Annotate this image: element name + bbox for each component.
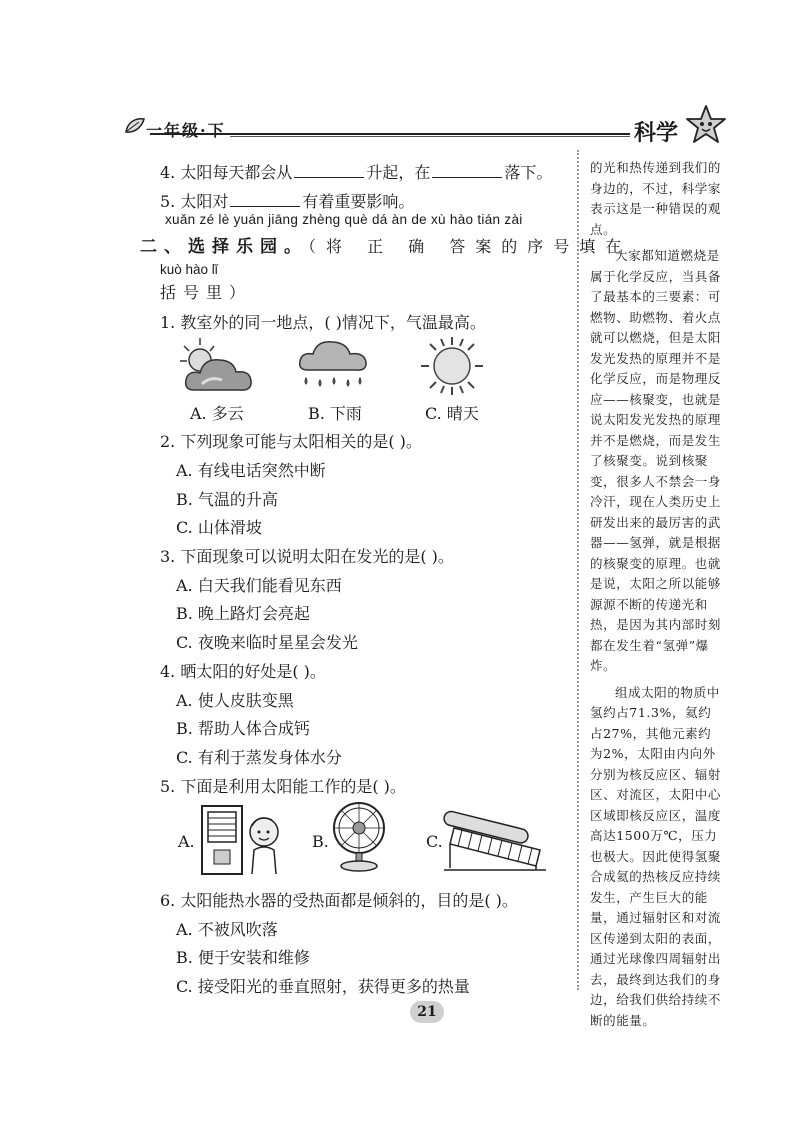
star-mascot-icon bbox=[684, 104, 728, 150]
question-2: 2. 下列现象可能与太阳相关的是( )。 bbox=[160, 432, 422, 451]
q5-option-a[interactable]: A. bbox=[178, 832, 195, 851]
q3-option-a[interactable]: A. 白天我们能看见东西 bbox=[176, 576, 342, 595]
leaf-icon bbox=[124, 116, 146, 140]
answer-blank[interactable] bbox=[432, 163, 502, 178]
sidebar-paragraph-3: 组成太阳的物质中氢约占71.3%，氦约占27%，其他元素约为2%，太阳由内向外分别为核反应区、辐射区、对流区，太阳中心区域即核反应区，温度高达1500万℃，压力也极大。因此使得氢聚合成氦的热核反应持续发生，产生巨大的能量，通过辐射区和对流区传递到太阳的表面，通过光球像四周辐射出去，最终到达我们的身边，给我们供给持续不断的能量。 bbox=[590, 684, 722, 1028]
section-instruction-end: 括号里） bbox=[160, 283, 253, 302]
column-divider bbox=[577, 150, 579, 990]
q6-option-b[interactable]: B. 便于安装和维修 bbox=[176, 948, 310, 967]
answer-blank[interactable] bbox=[230, 192, 300, 207]
electric-fan-icon bbox=[328, 800, 390, 876]
q5-option-b[interactable]: B. bbox=[312, 832, 329, 851]
question-4: 4. 晒太阳的好处是( )。 bbox=[160, 662, 326, 681]
sunny-icon bbox=[419, 335, 485, 401]
q1-option-b[interactable]: B. 下雨 bbox=[308, 404, 362, 423]
q3-option-b[interactable]: B. 晚上路灯会亮起 bbox=[176, 604, 310, 623]
sidebar-paragraph-1: 的光和热传递到我们的身边的，不过，科学家表示这是一种错误的观点。 bbox=[590, 160, 722, 237]
subject-label: 科学 bbox=[634, 120, 679, 146]
header-rule-thin bbox=[230, 136, 630, 137]
q5-option-c[interactable]: C. bbox=[426, 832, 443, 851]
q2-option-a[interactable]: A. 有线电话突然中断 bbox=[176, 461, 326, 480]
section-instruction: （将 正 确 答案的序号填在 bbox=[308, 237, 632, 256]
q2-option-c[interactable]: C. 山体滑坡 bbox=[176, 518, 262, 537]
sidebar-paragraph-2: 大家都知道燃烧是属于化学反应，当具备了最基本的三要素：可燃物、助燃物、着火点就可以燃烧，但是太阳发光发热的原理并不是化学反应，而是物理反应——核聚变，也就是说太阳发光发热的原理并不是燃烧，而是发生了核聚变。说到核聚变，很多人不禁会一身冷汗，现在人类历史上研发出来的最厉害的武器——氢弹，就是根据的核聚变的原理。也就是说，太阳之所以能够源源不断的传递光和热，是因为其内部时刻都在发生着“氢弹”爆炸。 bbox=[590, 248, 722, 673]
question-1: 1. 教室外的同一地点，( )情况下，气温最高。 bbox=[160, 313, 486, 332]
q6-option-c[interactable]: C. 接受阳光的垂直照射，获得更多的热量 bbox=[176, 977, 470, 996]
section-pinyin-2: kuò hào lǐ bbox=[160, 262, 218, 277]
fill-item-4: 4. 太阳每天都会从 升起，在 落下。 bbox=[160, 163, 553, 182]
q1-option-c[interactable]: C. 晴天 bbox=[425, 404, 479, 423]
q4-option-c[interactable]: C. 有利于蒸发身体水分 bbox=[176, 748, 342, 767]
sidebar-reading bbox=[590, 158, 722, 1031]
section-title: 二、选择乐园。（将 正 确 答案的序号填在 bbox=[140, 237, 632, 257]
solar-water-heater-icon bbox=[440, 806, 548, 876]
q3-option-c[interactable]: C. 夜晚来临时星星会发光 bbox=[176, 633, 358, 652]
q4-option-a[interactable]: A. 使人皮肤变黑 bbox=[176, 691, 294, 710]
rain-icon bbox=[296, 334, 372, 398]
q1-option-a[interactable]: A. 多云 bbox=[190, 404, 244, 423]
question-5: 5. 下面是利用太阳能工作的是( )。 bbox=[160, 777, 406, 796]
section-pinyin: xuǎn zé lè yuán jiāng zhèng què dá àn de xù hào tián zài bbox=[165, 212, 523, 227]
cloudy-icon bbox=[178, 336, 258, 402]
question-3: 3. 下面现象可以说明太阳在发光的是( )。 bbox=[160, 547, 454, 566]
answer-blank[interactable] bbox=[294, 163, 364, 178]
header-rule bbox=[150, 133, 630, 135]
q4-option-b[interactable]: B. 帮助人体合成钙 bbox=[176, 719, 310, 738]
q6-option-a[interactable]: A. 不被风吹落 bbox=[176, 920, 278, 939]
q2-option-b[interactable]: B. 气温的升高 bbox=[176, 490, 278, 509]
grade-label: 一年级·下 bbox=[146, 121, 226, 140]
air-conditioner-icon bbox=[198, 802, 288, 880]
page-number: 21 bbox=[410, 1001, 444, 1023]
fill-item-5: 5. 太阳对 有着重要影响。 bbox=[160, 192, 415, 211]
question-6: 6. 太阳能热水器的受热面都是倾斜的，目的是( )。 bbox=[160, 891, 518, 910]
